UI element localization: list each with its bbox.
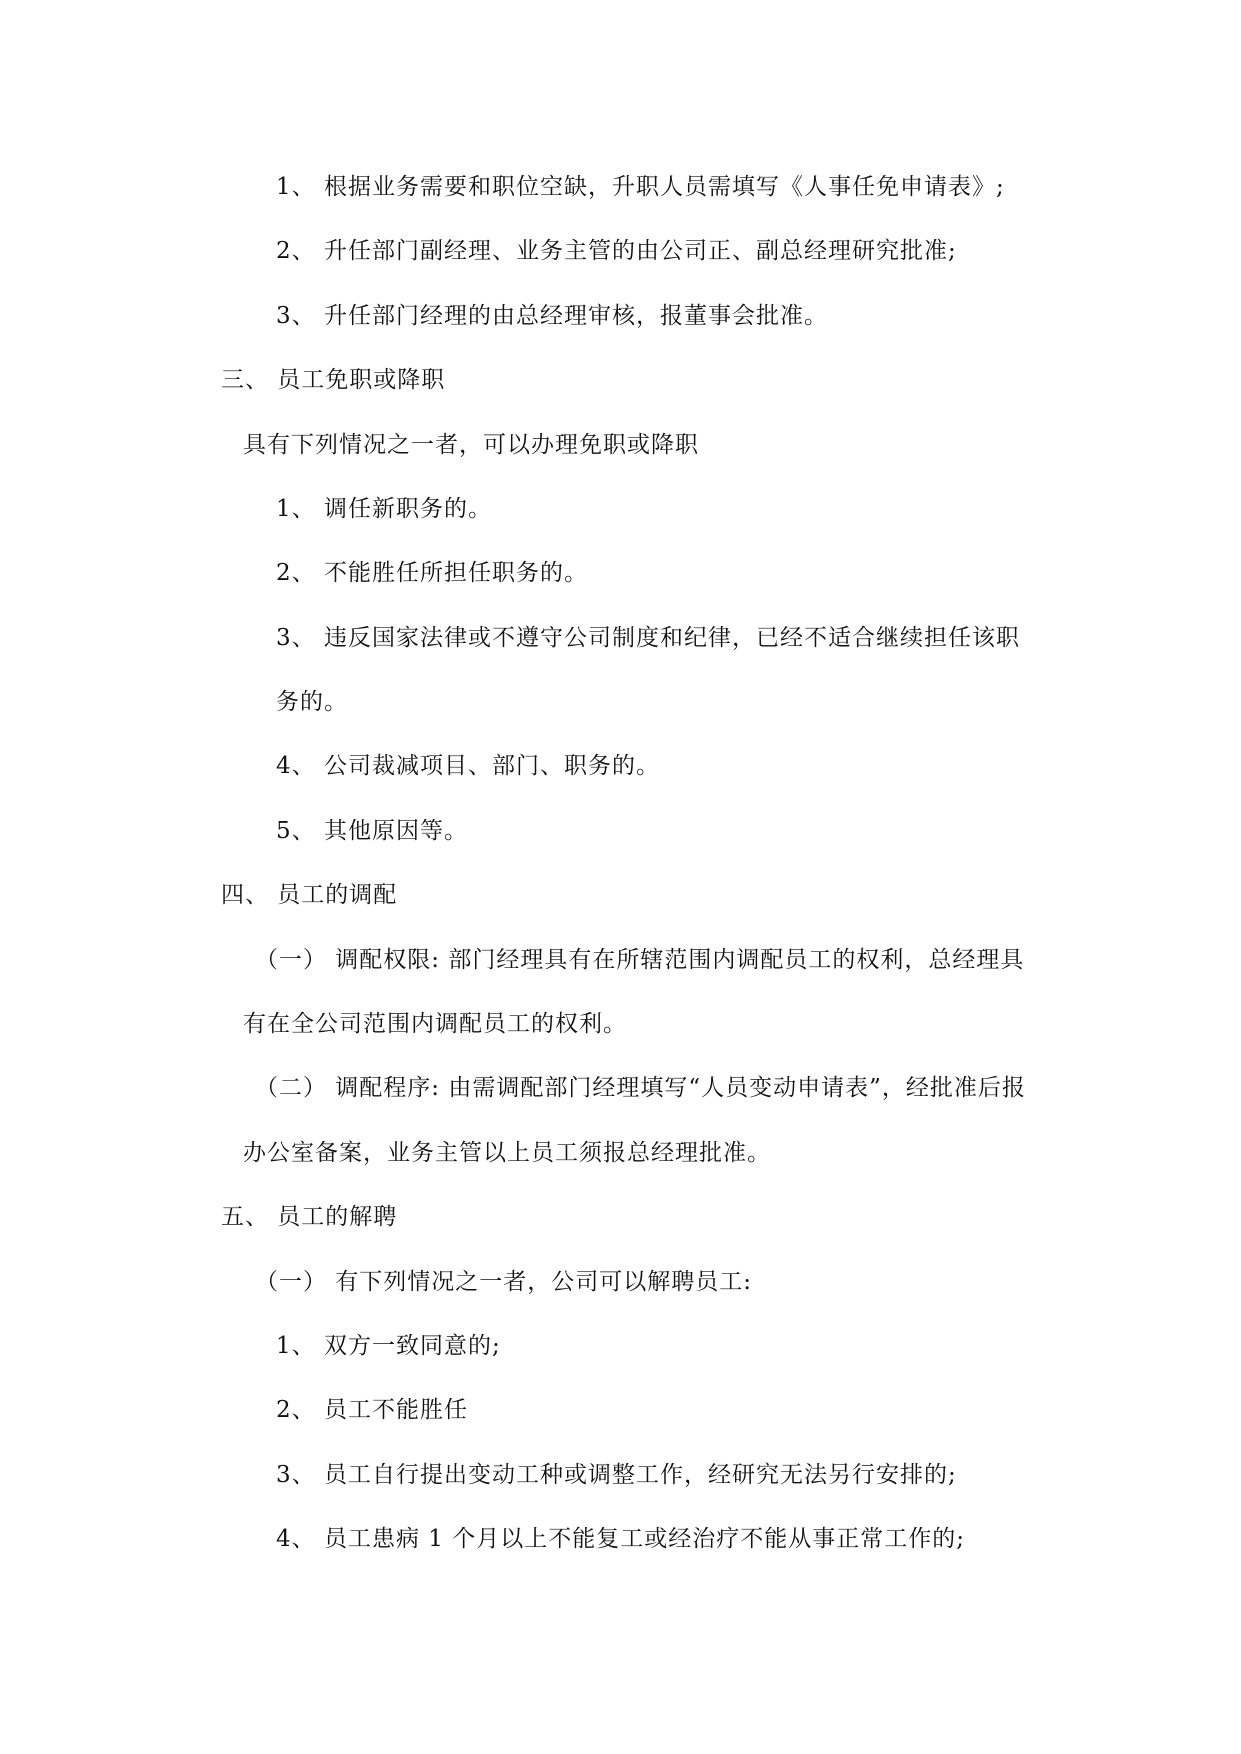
termination-item-4: 4、 员工患病 1 个月以上不能复工或经治疗不能从事正常工作的; [276, 1526, 965, 1552]
dismissal-item-1: 1、 调任新职务的。 [276, 496, 492, 522]
section-heading-5: 五、 员工的解聘 [221, 1204, 398, 1230]
termination-intro: （一） 有下列情况之一者，公司可以解聘员工: [255, 1269, 753, 1295]
section-heading-4: 四、 员工的调配 [221, 882, 398, 908]
transfer-authority-continued: 有在全公司范围内调配员工的权利。 [243, 1011, 627, 1037]
dismissal-item-5: 5、 其他原因等。 [276, 818, 468, 844]
dismissal-item-3-continued: 务的。 [276, 689, 348, 715]
dismissal-item-4: 4、 公司裁减项目、部门、职务的。 [276, 753, 660, 779]
promotion-item-1: 1、 根据业务需要和职位空缺，升职人员需填写《人事任免申请表》; [276, 174, 1005, 200]
promotion-item-2: 2、 升任部门副经理、业务主管的由公司正、副总经理研究批准; [276, 238, 957, 264]
section-heading-3: 三、 员工免职或降职 [221, 367, 446, 393]
section-intro: 具有下列情况之一者，可以办理免职或降职 [243, 432, 699, 458]
transfer-procedure: （二） 调配程序: 由需调配部门经理填写“人员变动申请表”，经批准后报 [255, 1075, 1026, 1101]
transfer-procedure-continued: 办公室备案，业务主管以上员工须报总经理批准。 [243, 1140, 771, 1166]
dismissal-item-3: 3、 违反国家法律或不遵守公司制度和纪律，已经不适合继续担任该职 [276, 625, 1020, 651]
promotion-item-3: 3、 升任部门经理的由总经理审核，报董事会批准。 [276, 303, 828, 329]
termination-item-3: 3、 员工自行提出变动工种或调整工作，经研究无法另行安排的; [276, 1462, 957, 1488]
transfer-authority: （一） 调配权限: 部门经理具有在所辖范围内调配员工的权利，总经理具 [255, 947, 1025, 973]
termination-item-1: 1、 双方一致同意的; [276, 1333, 501, 1359]
termination-item-2: 2、 员工不能胜任 [276, 1397, 468, 1423]
dismissal-item-2: 2、 不能胜任所担任职务的。 [276, 560, 588, 586]
